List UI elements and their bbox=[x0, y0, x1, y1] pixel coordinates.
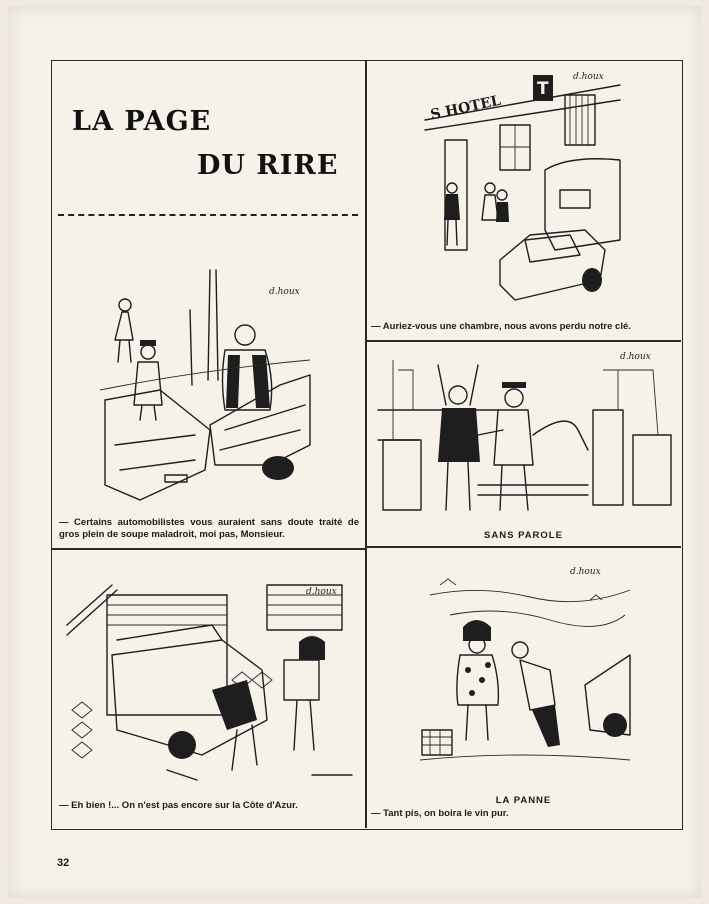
hotel-sign-text: S HOTEL bbox=[429, 92, 503, 124]
signature-5: d.houx bbox=[570, 567, 601, 577]
row-divider-right-2 bbox=[366, 546, 681, 548]
column-divider bbox=[365, 60, 367, 828]
signature-4: d.houx bbox=[306, 587, 337, 597]
caption-car-crash-line1: — Certains automobilistes vous auraient sans doute traité de bbox=[59, 517, 359, 528]
cartoon-garage bbox=[62, 580, 352, 785]
page-title-line2: DU RIRE bbox=[197, 150, 339, 181]
cartoon-car-crash bbox=[100, 270, 315, 505]
caption-la-panne: — Tant pis, on boira le vin pur. bbox=[371, 808, 509, 819]
cartoon-la-panne bbox=[420, 575, 630, 775]
row-divider-left-1 bbox=[51, 548, 365, 550]
cartoon-gas-station bbox=[378, 350, 676, 520]
hotel-t-sign: T bbox=[537, 79, 549, 99]
caption-car-crash bbox=[59, 517, 359, 541]
page-number: 32 bbox=[57, 857, 70, 869]
caption-hotel: — Auriez-vous une chambre, nous avons perdu notre clé. bbox=[371, 321, 631, 332]
caption-garage: — Eh bien !... On n'est pas encore sur la Côte d'Azur. bbox=[59, 800, 298, 811]
caption-car-crash-line2: gros plein de soupe maladroit, moi pas, Monsieur. bbox=[59, 529, 285, 540]
dashed-separator bbox=[58, 214, 358, 216]
title-sans-parole: SANS PAROLE bbox=[484, 530, 563, 541]
page-title-line1: LA PAGE bbox=[72, 106, 212, 137]
signature-1: d.houx bbox=[269, 287, 300, 297]
title-la-panne: LA PANNE bbox=[495, 795, 552, 806]
row-divider-right-1 bbox=[366, 340, 681, 342]
signature-3: d.houx bbox=[620, 352, 651, 362]
signature-2: d.houx bbox=[573, 72, 604, 82]
